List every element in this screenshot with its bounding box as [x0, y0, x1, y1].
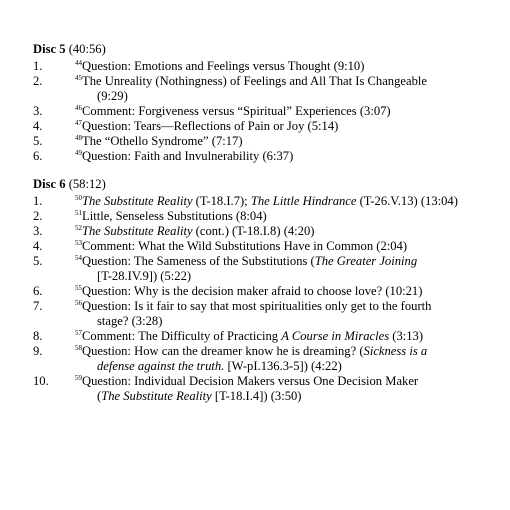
item-continuation: [75, 359, 498, 374]
item-text: [75, 149, 498, 164]
item-number: 7.: [33, 299, 43, 313]
footnote-marker: 49: [75, 148, 82, 157]
disc-6-heading: [33, 177, 106, 192]
item-text: [75, 254, 498, 284]
book-title: The Little Hindrance: [250, 194, 357, 208]
item-text: [75, 239, 498, 254]
item-continuation: stage? (3:28): [97, 314, 163, 328]
item-number: 4.: [33, 239, 43, 253]
item-title: The Unreality (Nothingness) of Feelings and All That Is Changeable: [82, 74, 427, 88]
item-number: 2.: [33, 74, 43, 88]
book-title: A Course in Miracles: [281, 329, 390, 343]
item-text: [75, 194, 498, 209]
footnote-marker: 45: [75, 73, 82, 82]
item-title: Comment: The Difficulty of Practicing: [82, 329, 282, 343]
footnote-marker: 52: [75, 223, 82, 232]
disc-label: Disc 6: [33, 177, 66, 191]
item-title: [W-pI.136.3-5]) (4:22): [224, 359, 342, 373]
item-title: (: [97, 389, 102, 403]
item-title: (cont.) (T-18.I.8) (4:20): [192, 224, 315, 238]
item-text: [75, 119, 498, 134]
item-text: [75, 329, 498, 344]
footnote-marker: 54: [75, 253, 82, 262]
item-continuation: [75, 389, 498, 404]
item-number: 10.: [33, 374, 49, 388]
item-title: Question: Why is the decision maker afraid to choose love? (10:21): [82, 284, 423, 298]
footnote-marker: 58: [75, 343, 82, 352]
item-number: 1.: [33, 194, 43, 208]
footnote-marker: 59: [75, 373, 82, 382]
item-title: Little, Senseless Substitutions (8:04): [82, 209, 267, 223]
item-text: [75, 134, 498, 149]
item-number: 6.: [33, 149, 43, 163]
footnote-marker: 56: [75, 298, 82, 307]
item-title: Comment: What the Wild Substitutions Have in Common (2:04): [82, 239, 408, 253]
item-text: [75, 59, 498, 74]
item-text: [75, 224, 498, 239]
footnote-marker: 50: [75, 193, 82, 202]
book-title: The Substitute Reality: [82, 194, 193, 208]
book-title: Sickness is a: [363, 344, 428, 358]
book-title: defense against the truth.: [97, 359, 225, 373]
footnote-marker: 48: [75, 133, 82, 142]
disc-duration: (58:12): [68, 177, 106, 191]
item-title: (3:13): [389, 329, 424, 343]
item-number: 3.: [33, 104, 43, 118]
footnote-marker: 55: [75, 283, 82, 292]
item-number: 6.: [33, 284, 43, 298]
item-text: [75, 344, 498, 374]
footnote-marker: 44: [75, 58, 82, 67]
item-title: (T-18.I.7);: [192, 194, 251, 208]
item-text: [75, 284, 498, 299]
item-title: Question: Individual Decision Makers versus One Decision Maker: [82, 374, 419, 388]
item-title: Question: Faith and Invulnerability (6:37): [82, 149, 294, 163]
item-title: Question: How can the dreamer know he is dreaming? (: [82, 344, 364, 358]
footnote-marker: 51: [75, 208, 82, 217]
book-title: The Substitute Reality: [82, 224, 193, 238]
item-number: 9.: [33, 344, 43, 358]
item-number: 5.: [33, 134, 43, 148]
item-title: The “Othello Syndrome” (7:17): [82, 134, 243, 148]
footnote-marker: 57: [75, 328, 82, 337]
item-text: [75, 374, 498, 404]
item-number: 1.: [33, 59, 43, 73]
book-title: The Substitute Reality: [101, 389, 212, 403]
book-title: The Greater Joining: [314, 254, 418, 268]
disc-duration: (40:56): [68, 42, 106, 56]
item-title: Question: Is it fair to say that most spiritualities only get to the fourth: [82, 299, 432, 313]
item-title: Question: Tears—Reflections of Pain or Joy (5:14): [82, 119, 339, 133]
footnote-marker: 47: [75, 118, 82, 127]
item-number: 5.: [33, 254, 43, 268]
item-number: 8.: [33, 329, 43, 343]
item-continuation: (9:29): [97, 89, 128, 103]
item-number: 2.: [33, 209, 43, 223]
disc-5-heading: [33, 42, 106, 57]
item-text: [75, 74, 498, 104]
item-title: (T-26.V.13) (13:04): [356, 194, 458, 208]
footnote-marker: 46: [75, 103, 82, 112]
item-number: 3.: [33, 224, 43, 238]
footnote-marker: 53: [75, 238, 82, 247]
item-number: 4.: [33, 119, 43, 133]
item-title: Question: Emotions and Feelings versus Thought (9:10): [82, 59, 365, 73]
item-text: [75, 104, 498, 119]
item-title: [T-18.I.4]) (3:50): [211, 389, 302, 403]
item-title: Question: The Sameness of the Substitutions (: [82, 254, 315, 268]
item-text: [75, 299, 498, 329]
disc-label: Disc 5: [33, 42, 66, 56]
item-title: Comment: Forgiveness versus “Spiritual” Experiences (3:07): [82, 104, 391, 118]
item-continuation: [T-28.IV.9]) (5:22): [97, 269, 192, 283]
item-text: [75, 209, 498, 224]
